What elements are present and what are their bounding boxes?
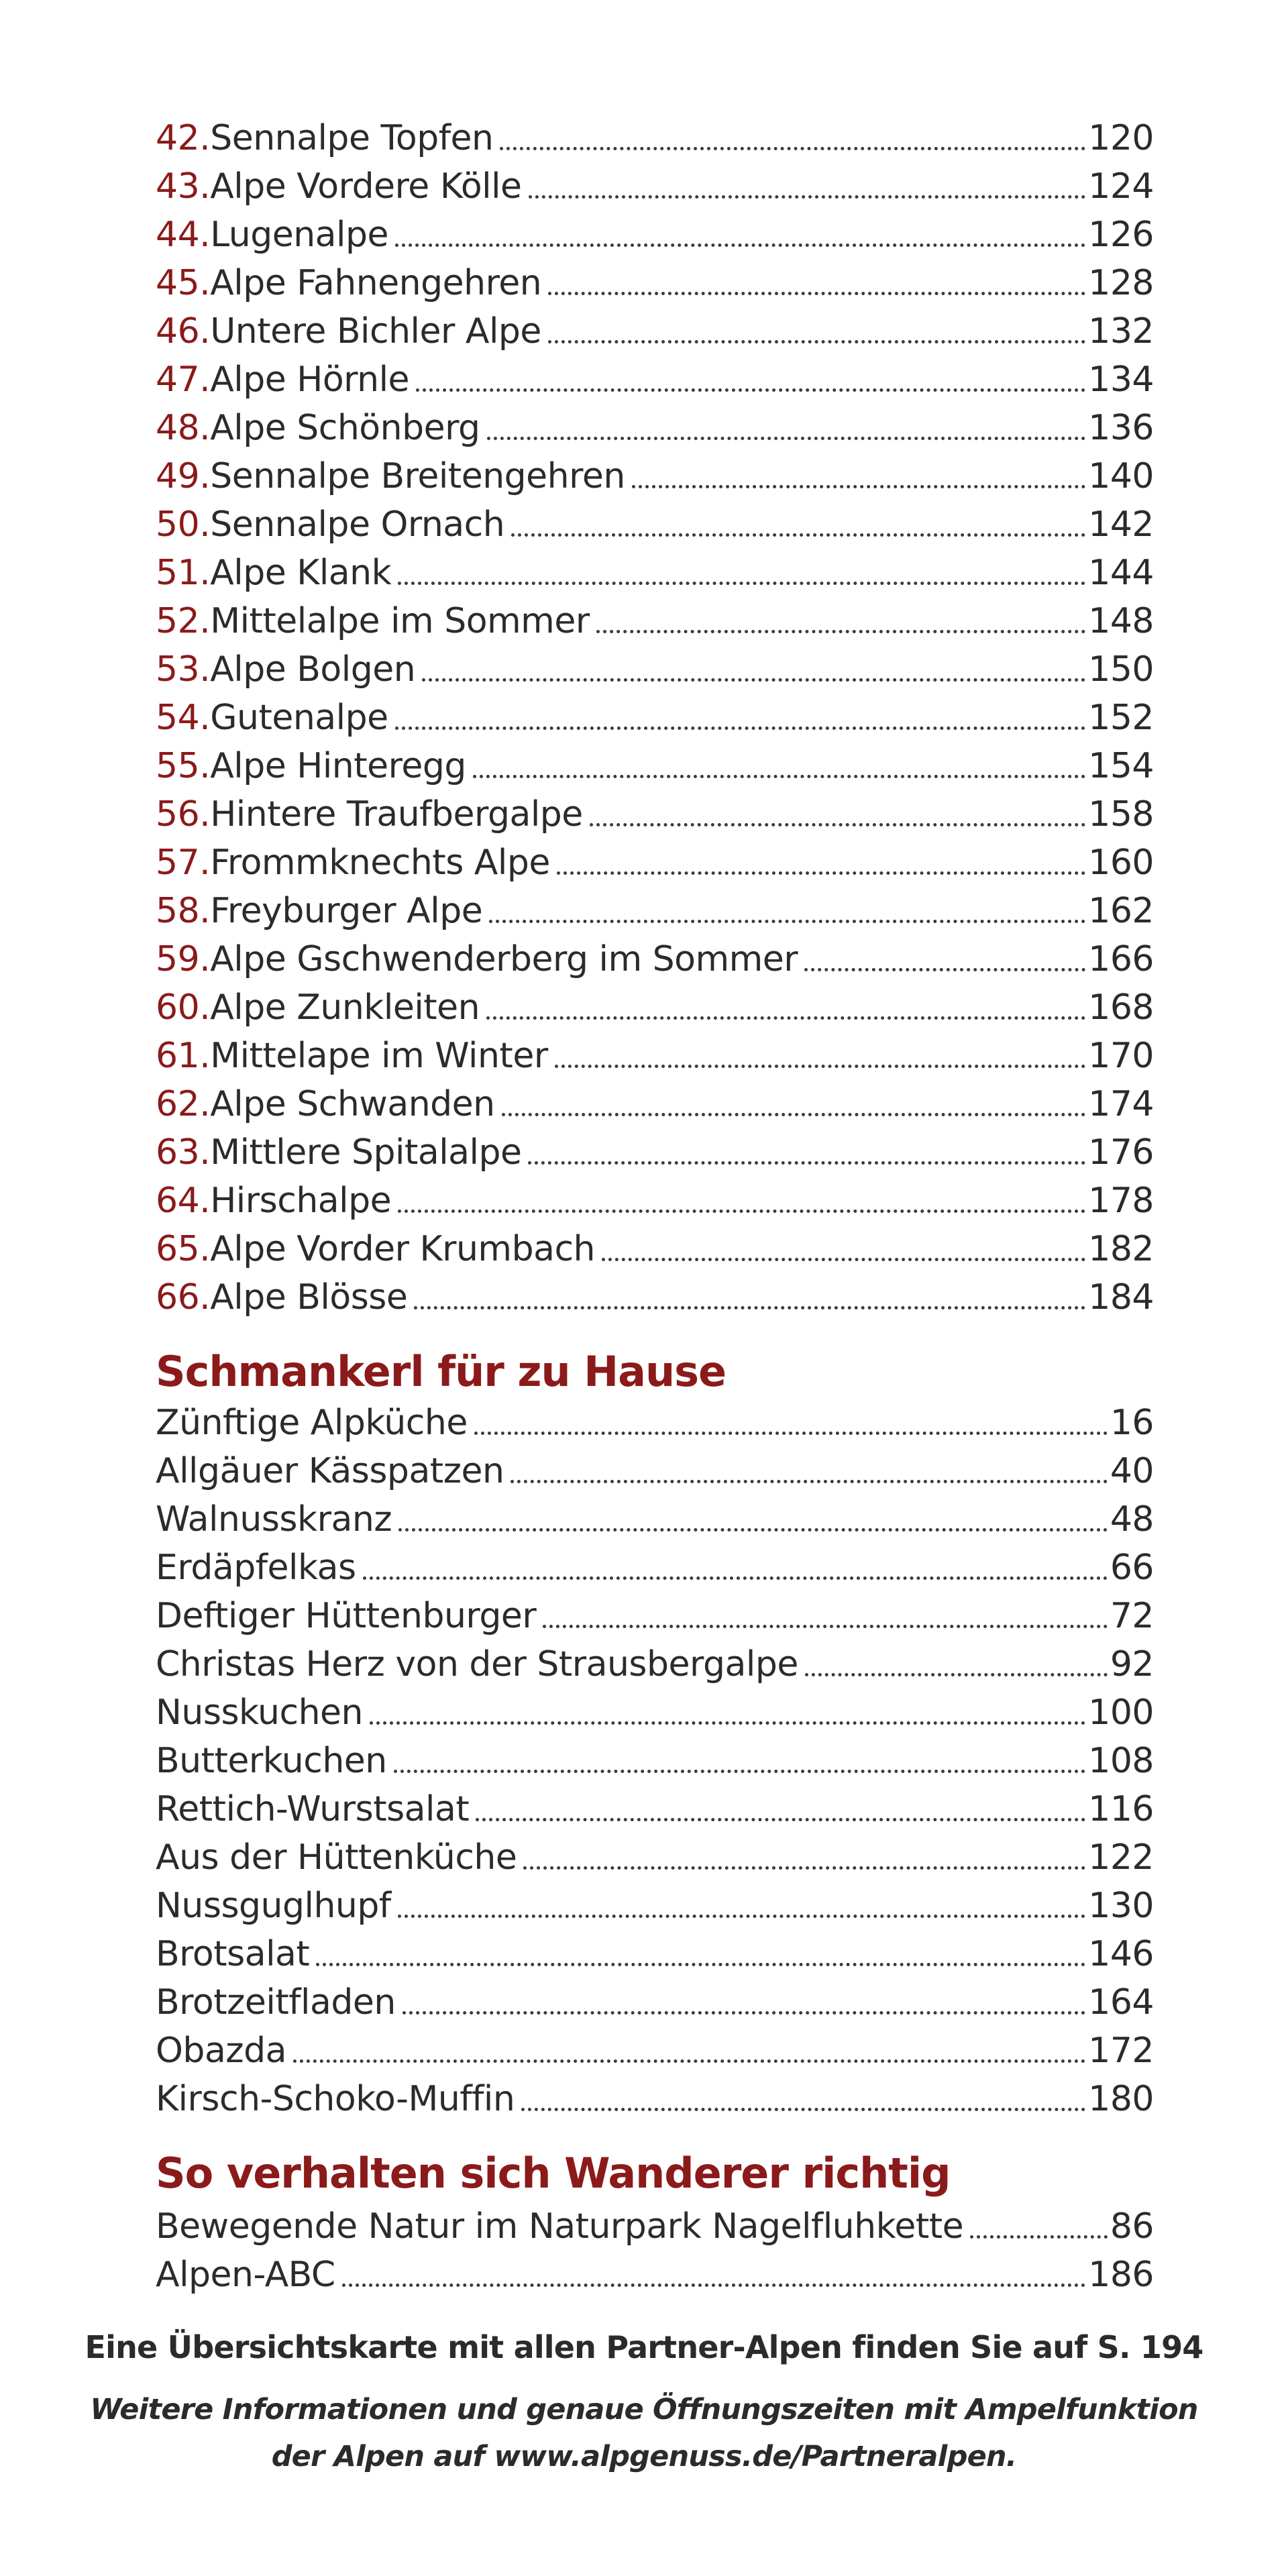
entry-page-number: 182: [1088, 1229, 1154, 1269]
dot-leader: [523, 1833, 1085, 1882]
entry-number: 49.: [156, 456, 211, 496]
entry-title: Untere Bichler Alpe: [210, 311, 541, 352]
entry-page-number: 154: [1088, 746, 1154, 786]
entry-title: Alpe Fahnengehren: [210, 263, 542, 303]
entry-title: Zünftige Alpküche: [156, 1403, 468, 1443]
toc-entry[interactable]: [156, 1930, 1154, 1978]
entry-number: 42.: [156, 118, 211, 158]
entry-page-number: 122: [1088, 1837, 1154, 1878]
dot-leader: [394, 1737, 1085, 1785]
entry-title: Alpe Hinteregg: [210, 746, 466, 786]
entry-page-number: 162: [1088, 891, 1154, 931]
toc-entry[interactable]: [156, 1882, 1154, 1930]
recipes-toc-list: [156, 1399, 1154, 2123]
entry-page-number: 132: [1088, 311, 1154, 352]
entry-page-number: 140: [1088, 456, 1154, 496]
entry-number: 54.: [156, 698, 211, 738]
toc-entry[interactable]: [156, 1273, 1154, 1322]
entry-title: Alpen-ABC: [156, 2255, 335, 2295]
dot-leader: [548, 307, 1085, 356]
entry-title: Obazda: [156, 2031, 286, 2071]
dot-leader: [528, 1128, 1085, 1177]
entry-page-number: 116: [1088, 1789, 1154, 1829]
dot-leader: [422, 645, 1085, 694]
entry-title: Alpe Zunkleiten: [210, 987, 480, 1028]
entry-number: 62.: [156, 1084, 211, 1124]
dot-leader: [596, 597, 1086, 645]
entry-page-number: 72: [1110, 1596, 1154, 1636]
toc-entry[interactable]: [156, 645, 1154, 694]
entry-number: 53.: [156, 649, 211, 690]
dot-leader: [342, 2251, 1085, 2299]
toc-entry[interactable]: [156, 1399, 1154, 1447]
toc-entry[interactable]: [156, 1225, 1154, 1273]
recipes-heading: Schmankerl für zu Hause: [156, 1347, 727, 1396]
entry-number: 60.: [156, 987, 211, 1028]
toc-entry[interactable]: [156, 597, 1154, 645]
toc-entry[interactable]: [156, 1833, 1154, 1882]
dot-leader: [486, 983, 1085, 1032]
info-note-line-1: Weitere Informationen und genaue Öffnungszeiten mit Ampelfunktion: [90, 2393, 1198, 2426]
entry-page-number: 172: [1088, 2031, 1154, 2071]
entry-page-number: 92: [1110, 1644, 1154, 1684]
toc-entry[interactable]: [156, 887, 1154, 935]
entry-number: 51.: [156, 553, 211, 593]
entry-title: Brotzeitfladen: [156, 1982, 396, 2023]
dot-leader: [395, 211, 1085, 259]
toc-entry[interactable]: [156, 1785, 1154, 1833]
entry-page-number: 180: [1088, 2079, 1154, 2119]
entry-title: Mittelalpe im Sommer: [210, 601, 590, 641]
dot-leader: [476, 1785, 1085, 1833]
entry-page-number: 176: [1088, 1132, 1154, 1173]
entry-title: Freyburger Alpe: [210, 891, 483, 931]
toc-entry[interactable]: [156, 1640, 1154, 1688]
entry-title: Lugenalpe: [210, 215, 388, 255]
toc-entry[interactable]: [156, 1688, 1154, 1737]
toc-entry[interactable]: [156, 162, 1154, 211]
toc-entry[interactable]: [156, 2027, 1154, 2075]
toc-entry[interactable]: [156, 259, 1154, 307]
dot-leader: [502, 1080, 1086, 1128]
dot-leader: [555, 1032, 1086, 1080]
entry-title: Hintere Traufbergalpe: [210, 794, 583, 835]
toc-entry[interactable]: [156, 694, 1154, 742]
entry-number: 57.: [156, 843, 211, 883]
entry-page-number: 136: [1088, 408, 1154, 448]
entry-title: Deftiger Hüttenburger: [156, 1596, 537, 1636]
toc-entry[interactable]: [156, 1978, 1154, 2027]
dot-leader: [632, 452, 1085, 500]
entry-title: Aus der Hüttenküche: [156, 1837, 517, 1878]
dot-leader: [511, 500, 1085, 549]
entry-number: 52.: [156, 601, 211, 641]
entry-title: Mittlere Spitalalpe: [210, 1132, 522, 1173]
entry-title: Alpe Gschwenderberg im Sommer: [210, 939, 798, 979]
toc-entry[interactable]: [156, 1128, 1154, 1177]
entry-page-number: 108: [1088, 1741, 1154, 1781]
entry-page-number: 158: [1088, 794, 1154, 835]
toc-entry[interactable]: [156, 500, 1154, 549]
dot-leader: [370, 1688, 1085, 1737]
dot-leader: [414, 1273, 1085, 1322]
toc-entry[interactable]: [156, 1495, 1154, 1544]
entry-number: 43.: [156, 166, 211, 207]
toc-entry[interactable]: [156, 1177, 1154, 1225]
dot-leader: [402, 1978, 1085, 2027]
dot-leader: [474, 1399, 1108, 1447]
toc-entry[interactable]: [156, 404, 1154, 452]
entry-number: 61.: [156, 1036, 211, 1076]
dot-leader: [489, 887, 1085, 935]
entry-title: Alpe Hörnle: [210, 360, 410, 400]
toc-entry[interactable]: [156, 1080, 1154, 1128]
entry-title: Alpe Schönberg: [210, 408, 480, 448]
entry-title: Nussguglhupf: [156, 1886, 391, 1926]
entry-page-number: 146: [1088, 1934, 1154, 1974]
toc-entry[interactable]: [156, 356, 1154, 404]
dot-leader: [548, 259, 1085, 307]
toc-entry[interactable]: [156, 790, 1154, 839]
entry-number: 44.: [156, 215, 211, 255]
entry-title: Sennalpe Ornach: [210, 504, 505, 545]
dot-leader: [521, 2075, 1085, 2123]
entry-page-number: 144: [1088, 553, 1154, 593]
toc-entry[interactable]: [156, 2202, 1154, 2251]
toc-entry[interactable]: [156, 549, 1154, 597]
entry-page-number: 184: [1088, 1277, 1154, 1318]
toc-entry[interactable]: [156, 1737, 1154, 1785]
toc-entry[interactable]: [156, 839, 1154, 887]
hikers-heading: So verhalten sich Wanderer richtig: [156, 2149, 951, 2198]
entry-title: Brotsalat: [156, 1934, 310, 1974]
entry-title: Erdäpfelkas: [156, 1548, 356, 1588]
dot-leader: [316, 1930, 1085, 1978]
entry-title: Alpe Bolgen: [210, 649, 416, 690]
dot-leader: [804, 935, 1085, 983]
toc-entry[interactable]: [156, 211, 1154, 259]
dot-leader: [293, 2027, 1085, 2075]
entry-page-number: 66: [1110, 1548, 1154, 1588]
entry-title: Kirsch-Schoko-Muffin: [156, 2079, 515, 2119]
dot-leader: [398, 1882, 1086, 1930]
entry-page-number: 40: [1110, 1451, 1154, 1491]
toc-entry[interactable]: [156, 2075, 1154, 2123]
entry-page-number: 174: [1088, 1084, 1154, 1124]
entry-page-number: 126: [1088, 215, 1154, 255]
entry-title: Rettich-Wurstsalat: [156, 1789, 470, 1829]
entry-number: 46.: [156, 311, 211, 352]
toc-entry[interactable]: [156, 1592, 1154, 1640]
entry-number: 56.: [156, 794, 211, 835]
entry-page-number: 170: [1088, 1036, 1154, 1076]
dot-leader: [529, 162, 1086, 211]
info-note-line-2: der Alpen auf www.alpgenuss.de/Partneralpen.: [271, 2440, 1017, 2473]
map-note: Eine Übersichtskarte mit allen Partner-Alpen finden Sie auf S. 194: [85, 2329, 1203, 2365]
entry-number: 55.: [156, 746, 211, 786]
entry-page-number: 48: [1110, 1499, 1154, 1540]
entry-number: 59.: [156, 939, 211, 979]
toc-entry[interactable]: [156, 1447, 1154, 1495]
toc-entry[interactable]: [156, 742, 1154, 790]
entry-page-number: 130: [1088, 1886, 1154, 1926]
dot-leader: [557, 839, 1085, 887]
entry-title: Alpe Blösse: [210, 1277, 408, 1318]
entry-page-number: 124: [1088, 166, 1154, 207]
entry-number: 48.: [156, 408, 211, 448]
entry-number: 65.: [156, 1229, 211, 1269]
toc-entry[interactable]: [156, 983, 1154, 1032]
entry-title: Mittelape im Winter: [210, 1036, 548, 1076]
toc-entry[interactable]: [156, 452, 1154, 500]
dot-leader: [511, 1447, 1107, 1495]
dot-leader: [398, 1495, 1108, 1544]
entry-title: Alpe Vorder Krumbach: [210, 1229, 595, 1269]
entry-page-number: 120: [1088, 118, 1154, 158]
entry-page-number: 100: [1088, 1693, 1154, 1733]
entry-page-number: 150: [1088, 649, 1154, 690]
dot-leader: [395, 694, 1086, 742]
entry-title: Frommknechts Alpe: [210, 843, 550, 883]
entry-title: Sennalpe Topfen: [210, 118, 494, 158]
entry-page-number: 128: [1088, 263, 1154, 303]
entry-number: 58.: [156, 891, 211, 931]
entry-number: 47.: [156, 360, 211, 400]
entry-title: Alpe Schwanden: [210, 1084, 495, 1124]
entry-number: 50.: [156, 504, 211, 545]
entry-title: Walnusskranz: [156, 1499, 392, 1540]
entry-page-number: 134: [1088, 360, 1154, 400]
toc-entry[interactable]: [156, 935, 1154, 983]
entry-page-number: 166: [1088, 939, 1154, 979]
dot-leader: [363, 1544, 1108, 1592]
entry-title: Butterkuchen: [156, 1741, 387, 1781]
entry-title: Alpe Vordere Kölle: [210, 166, 522, 207]
entry-number: 64.: [156, 1181, 211, 1221]
dot-leader: [398, 1177, 1085, 1225]
toc-entry[interactable]: [156, 1032, 1154, 1080]
entry-page-number: 16: [1110, 1403, 1154, 1443]
dot-leader: [473, 742, 1085, 790]
toc-entry[interactable]: [156, 2251, 1154, 2299]
entry-title: Alpe Klank: [210, 553, 392, 593]
entry-page-number: 186: [1088, 2255, 1154, 2295]
entry-title: Hirschalpe: [210, 1181, 392, 1221]
toc-entry[interactable]: [156, 1544, 1154, 1592]
entry-page-number: 178: [1088, 1181, 1154, 1221]
entry-title: Sennalpe Breitengehren: [210, 456, 625, 496]
dot-leader: [602, 1225, 1085, 1273]
entry-page-number: 152: [1088, 698, 1154, 738]
entry-page-number: 148: [1088, 601, 1154, 641]
dot-leader: [970, 2202, 1108, 2251]
dot-leader: [487, 404, 1086, 452]
dot-leader: [543, 1592, 1108, 1640]
entry-title: Christas Herz von der Strausbergalpe: [156, 1644, 798, 1684]
entry-page-number: 142: [1088, 504, 1154, 545]
dot-leader: [416, 356, 1085, 404]
toc-entry[interactable]: [156, 114, 1154, 162]
entry-number: 66.: [156, 1277, 211, 1318]
hikers-toc-list: [156, 2202, 1154, 2299]
entry-number: 45.: [156, 263, 211, 303]
entry-page-number: 160: [1088, 843, 1154, 883]
entry-title: Gutenalpe: [210, 698, 388, 738]
entry-title: Allgäuer Kässpatzen: [156, 1451, 504, 1491]
entry-page-number: 86: [1110, 2206, 1154, 2247]
entry-number: 63.: [156, 1132, 211, 1173]
dot-leader: [500, 114, 1085, 162]
entry-page-number: 164: [1088, 1982, 1154, 2023]
entry-title: Bewegende Natur im Naturpark Nagelfluhkette: [156, 2206, 964, 2247]
alps-toc-list: [156, 114, 1154, 1322]
dot-leader: [590, 790, 1085, 839]
entry-title: Nusskuchen: [156, 1693, 364, 1733]
dot-leader: [805, 1640, 1108, 1688]
toc-entry[interactable]: [156, 307, 1154, 356]
entry-page-number: 168: [1088, 987, 1154, 1028]
dot-leader: [398, 549, 1085, 597]
